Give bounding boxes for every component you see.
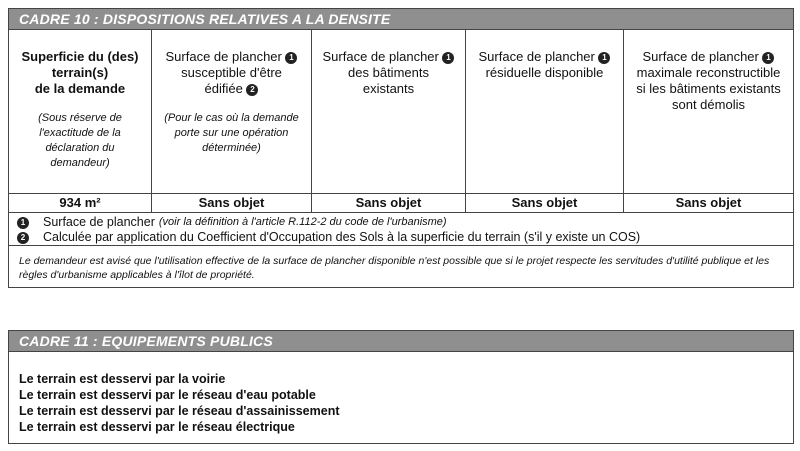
equipment-list xyxy=(9,352,793,435)
footnote-marker-1-icon: 1 xyxy=(285,52,297,64)
list-item: Le terrain est desservi par le réseau d'assainissement xyxy=(19,404,340,418)
cadre-11-public-equipment xyxy=(8,330,794,444)
footnote-marker-2-icon: 2 xyxy=(246,84,258,96)
footnotes xyxy=(9,212,793,246)
column-note: (Sous réserve de l'exactitude de la déclaration du demandeur) xyxy=(38,112,122,169)
column-value: 934 m² xyxy=(9,193,151,212)
column-value: Sans objet xyxy=(152,193,311,212)
footnote-2: 2 Calculée par application du Coefficient d'Occupation des Sols à la superficie du terrain (s'il y existe un COS) xyxy=(9,230,793,245)
column-residuelle-disponible xyxy=(466,30,624,212)
column-header: Surface de plancher 1 résiduelle disponible xyxy=(466,30,623,192)
column-superficie-terrain xyxy=(9,30,152,212)
notice-text: Le demandeur est avisé que l'utilisation effective de la surface de plancher disponible n'est possible que si le projet respecte les servitudes d'utilité publique et les règles d'urbanisme applicables à l'îlot de propriété. xyxy=(19,255,770,281)
footnote-marker-1-icon: 1 xyxy=(598,52,610,64)
column-surface-edifiee xyxy=(152,30,312,212)
column-header: Surface de plancher 1 des bâtiments existants xyxy=(312,30,465,192)
list-item: Le terrain est desservi par le réseau électrique xyxy=(19,420,295,434)
cadre-10-title: CADRE 10 : DISPOSITIONS RELATIVES A LA DENSITE xyxy=(9,9,793,30)
column-header: Surface de plancher 1 susceptible d'être édifiée 2 (Pour le cas où la demande porte sur une opération déterminée) xyxy=(152,30,311,192)
list-item: Le terrain est desservi par la voirie xyxy=(19,372,226,386)
column-value: Sans objet xyxy=(624,193,793,212)
footnote-marker-2-icon: 2 xyxy=(17,232,29,244)
footnote-definition: (voir la définition à l'article R.112-2 du code de l'urbanisme) xyxy=(158,216,447,228)
footnote-marker-1-icon: 1 xyxy=(17,217,29,229)
list-item: Le terrain est desservi par le réseau d'eau potable xyxy=(19,388,316,402)
density-table xyxy=(9,30,793,212)
column-value: Sans objet xyxy=(466,193,623,212)
column-header: Superficie du (des) terrain(s) de la demande (Sous réserve de l'exactitude de la déclaration du demandeur) xyxy=(9,30,151,192)
column-value: Sans objet xyxy=(312,193,465,212)
footnote-1: 1 Surface de plancher (voir la définition à l'article R.112-2 du code de l'urbanisme) xyxy=(9,215,793,230)
column-batiments-existants xyxy=(312,30,466,212)
footnote-marker-1-icon: 1 xyxy=(762,52,774,64)
column-header: Surface de plancher 1 maximale reconstructible si les bâtiments existants sont démolis xyxy=(636,49,781,112)
footnote-marker-1-icon: 1 xyxy=(442,52,454,64)
column-note: (Pour le cas où la demande porte sur une opération déterminée) xyxy=(164,112,299,154)
cadre-10-density xyxy=(8,8,794,288)
column-maximale-reconstructible xyxy=(624,30,793,212)
cadre-11-title: CADRE 11 : EQUIPEMENTS PUBLICS xyxy=(9,331,793,352)
